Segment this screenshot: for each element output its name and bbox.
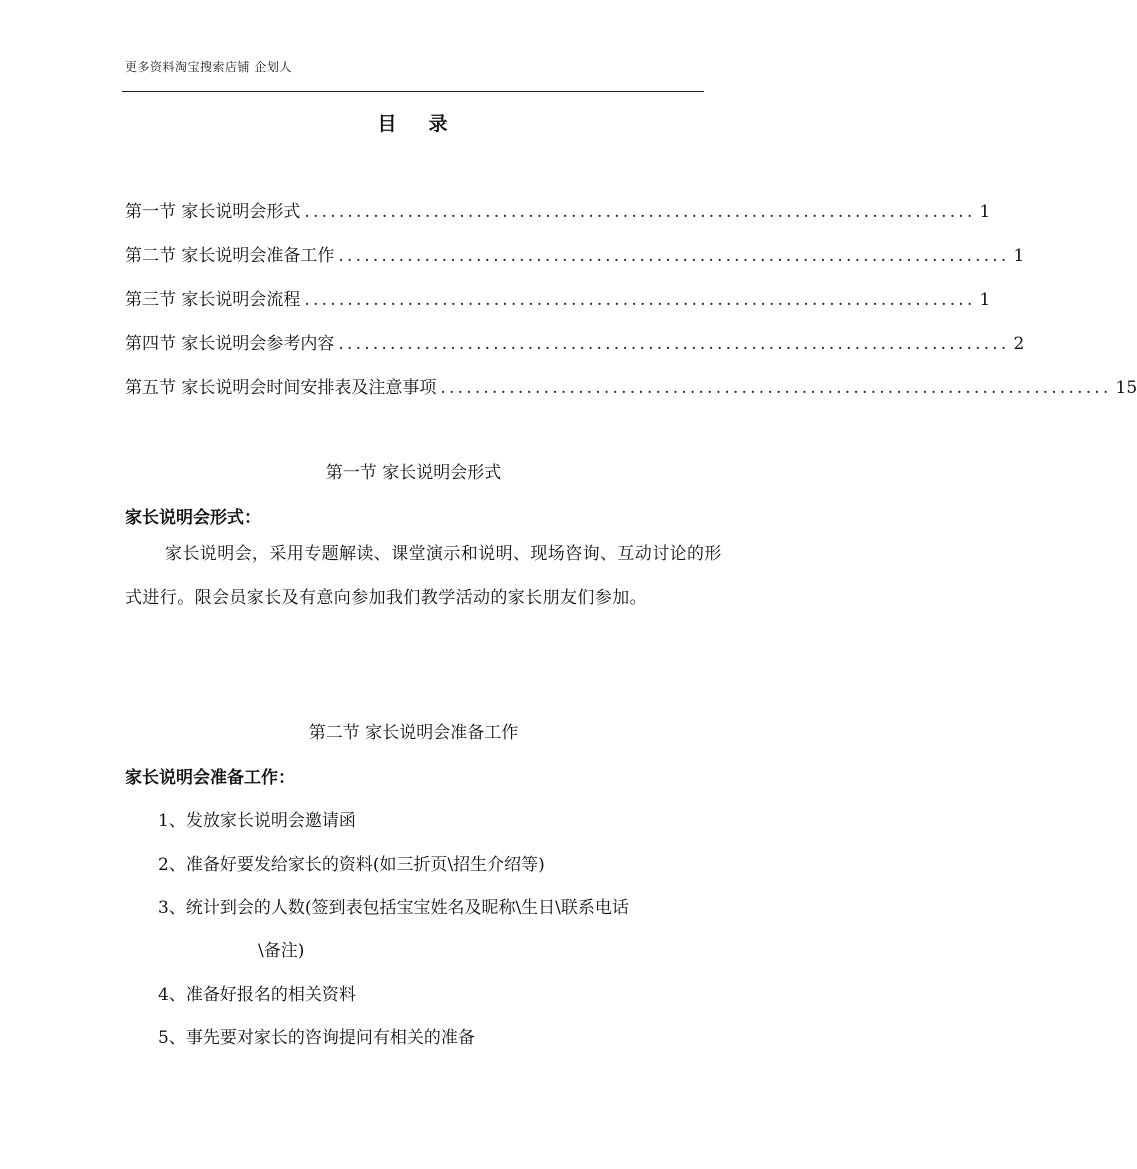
toc-entry-label: 第二节 家长说明会准备工作 — [125, 246, 335, 266]
list-item: 5、事先要对家长的咨询提问有相关的准备 — [158, 1028, 475, 1048]
toc-entry[interactable] — [125, 329, 1025, 373]
toc-entry-page: 1 — [1013, 246, 1025, 266]
toc-entry-page: 15 — [1115, 378, 1137, 398]
toc-entry-label: 第五节 家长说明会时间安排表及注意事项 — [125, 378, 437, 398]
toc-entry-page: 1 — [979, 202, 991, 222]
header-note: 更多资料淘宝搜索店铺 企划人 — [125, 60, 292, 74]
toc-entry[interactable] — [125, 285, 991, 329]
section-2-heading: 家长说明会准备工作： — [125, 768, 295, 788]
list-item-continuation: \备注) — [258, 941, 305, 961]
toc-title — [0, 109, 827, 136]
toc-leader-dots: .............................................................................. — [304, 202, 976, 222]
toc-entry[interactable] — [125, 241, 1025, 285]
toc-entry-label: 第四节 家长说明会参考内容 — [125, 334, 335, 354]
section-1-heading: 家长说明会形式： — [125, 508, 261, 528]
list-item: 4、准备好报名的相关资料 — [158, 985, 356, 1005]
toc-entry-page: 1 — [979, 290, 991, 310]
toc-entry-label: 第一节 家长说明会形式 — [125, 202, 301, 222]
toc-entry[interactable] — [125, 373, 1137, 417]
section-2-title: 第二节 家长说明会准备工作 — [308, 723, 519, 743]
toc-leader-dots: .............................................................................. — [440, 378, 1112, 398]
list-item: 1、发放家长说明会邀请函 — [158, 811, 356, 831]
list-item: 3、统计到会的人数(签到表包括宝宝姓名及昵称\生日\联系电话 — [158, 898, 629, 918]
toc-entry[interactable] — [125, 197, 991, 241]
section-1-title: 第一节 家长说明会形式 — [325, 463, 502, 483]
header-divider — [122, 91, 704, 92]
table-of-contents — [125, 197, 1137, 417]
toc-title-char-1: 目 — [377, 113, 399, 135]
toc-entry-page: 2 — [1013, 334, 1025, 354]
toc-leader-dots: .............................................................................. — [338, 334, 1010, 354]
toc-leader-dots: .............................................................................. — [304, 290, 976, 310]
toc-leader-dots: .............................................................................. — [338, 246, 1010, 266]
section-1-paragraph: 家长说明会，采用专题解读、课堂演示和说明、现场咨询、互动讨论的形式进行。限会员家长及有意向参加我们教学活动的家长朋友们参加。 — [125, 544, 722, 608]
toc-entry-label: 第三节 家长说明会流程 — [125, 290, 301, 310]
list-item: 2、准备好要发给家长的资料(如三折页\招生介绍等) — [158, 855, 545, 875]
toc-title-char-2: 录 — [428, 113, 450, 135]
